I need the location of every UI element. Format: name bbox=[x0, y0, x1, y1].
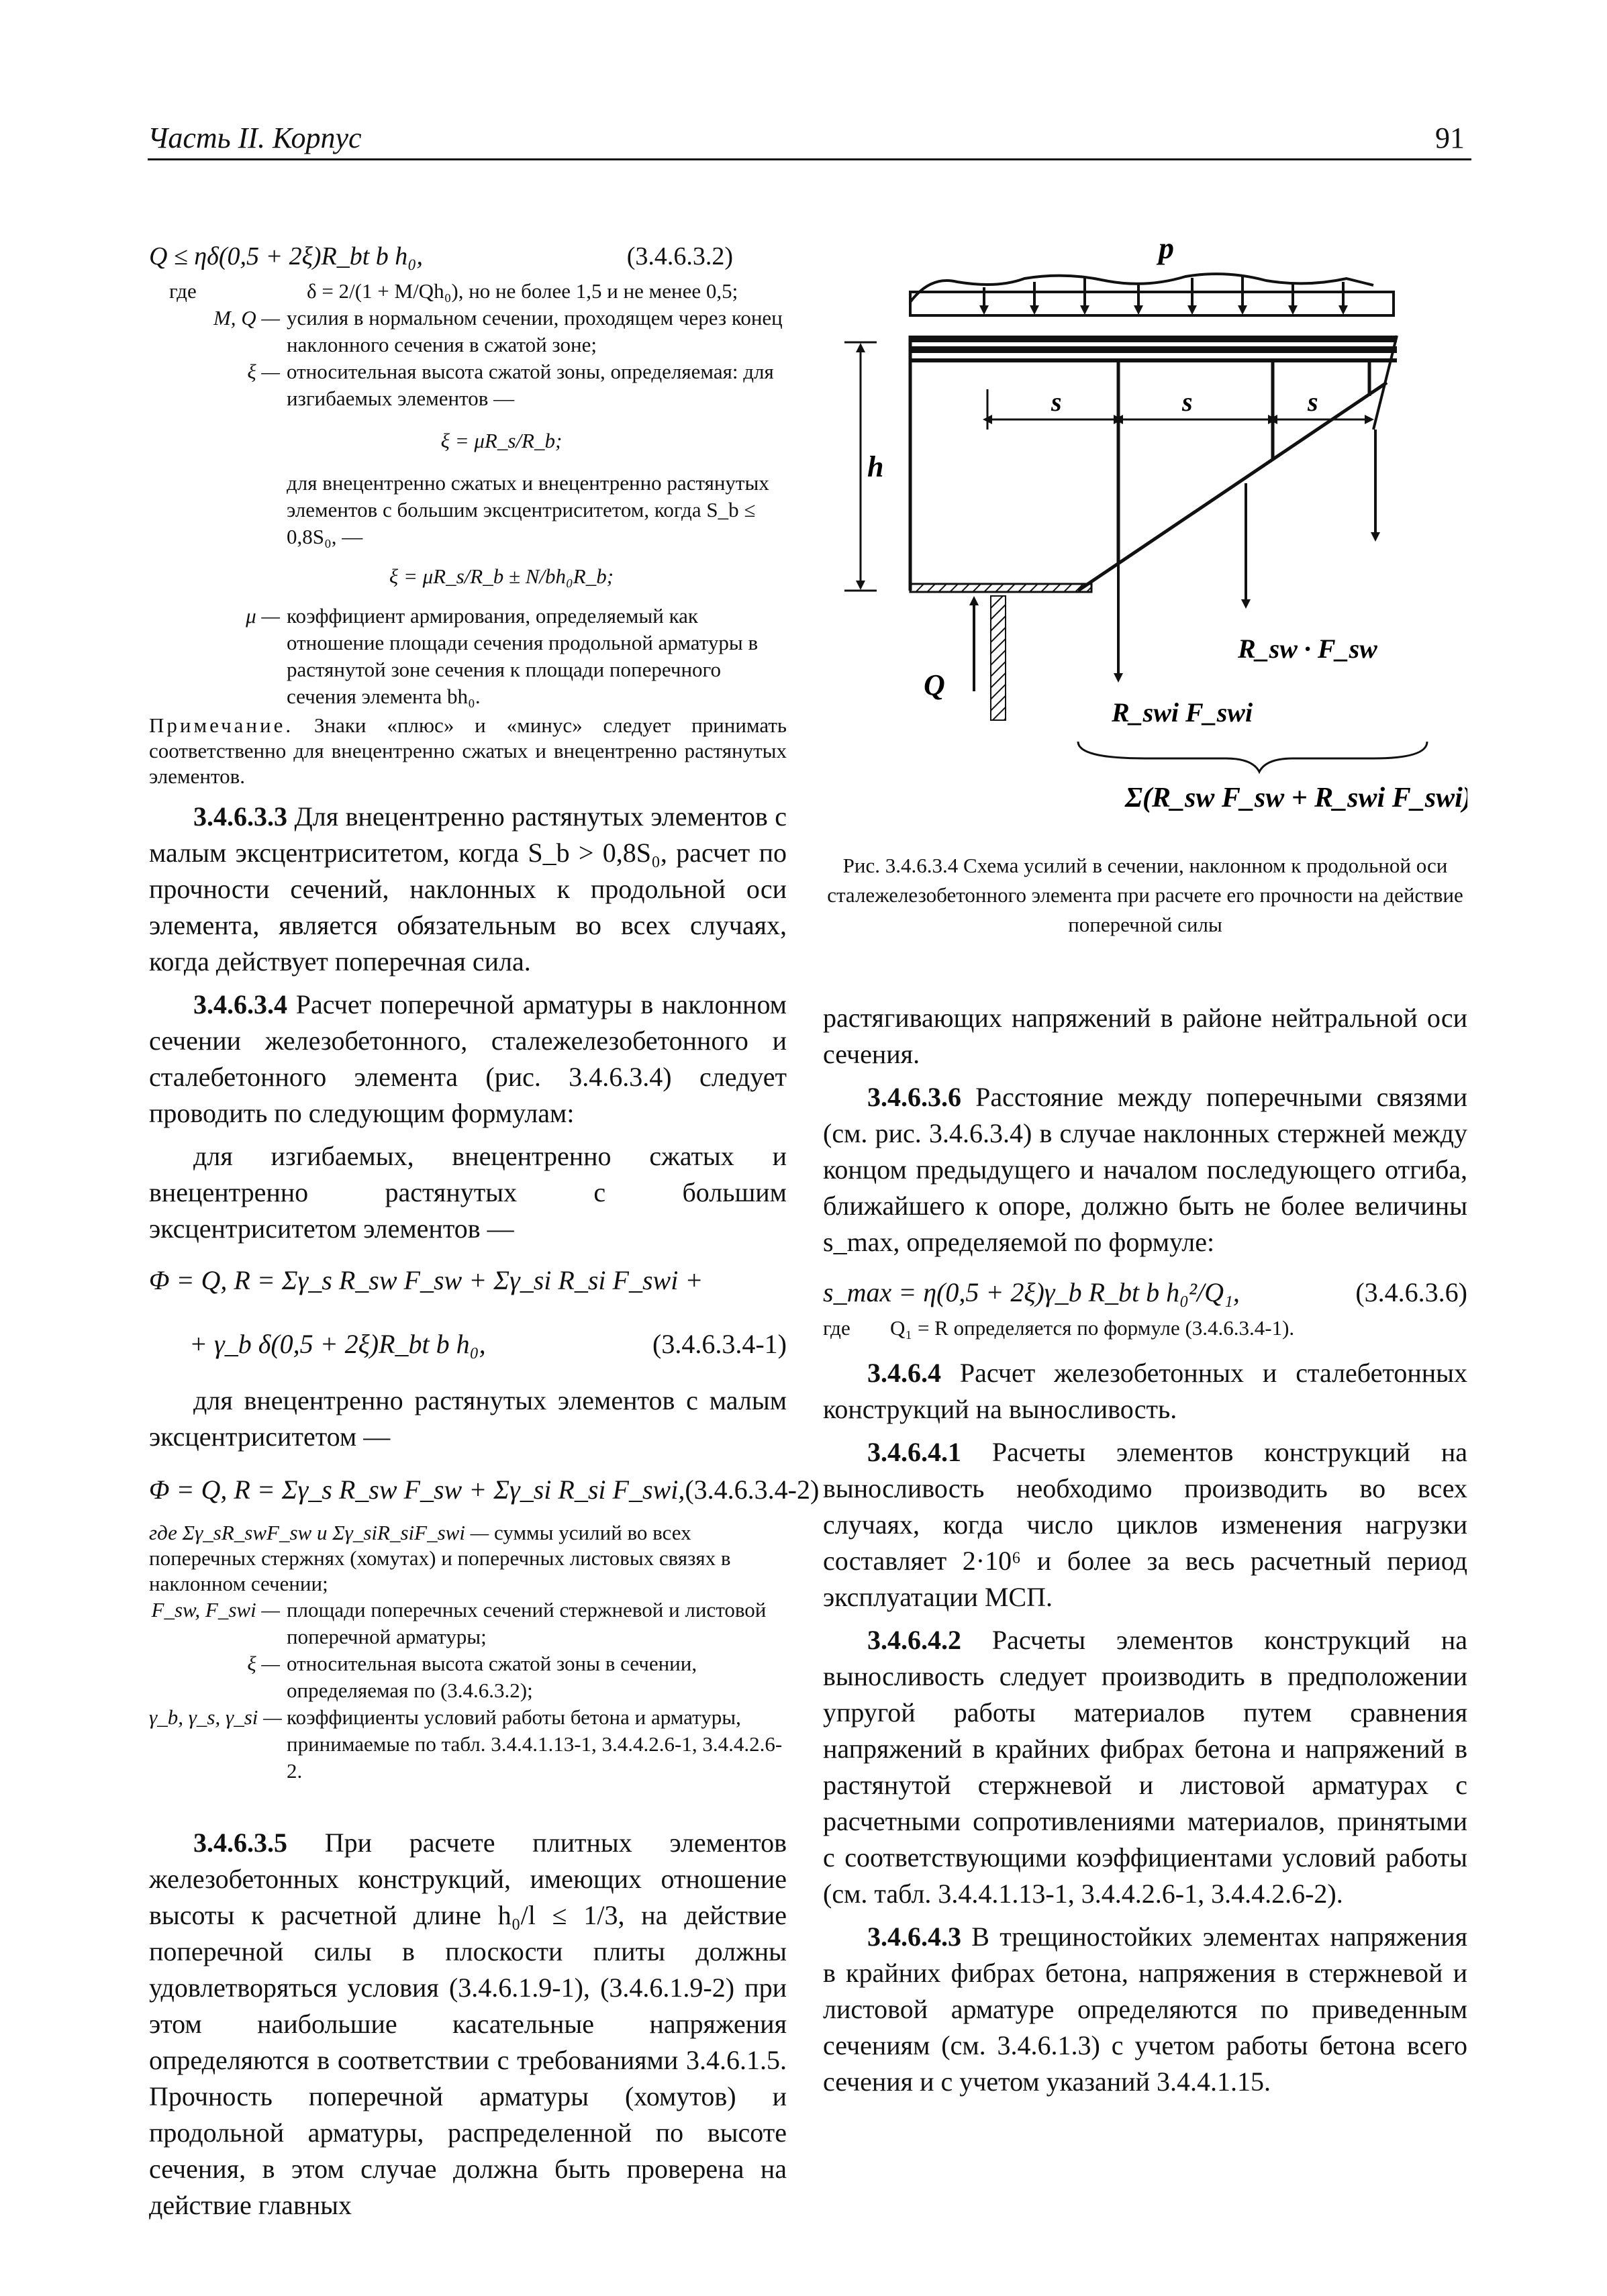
note-text: Знаки «плюс» и «минус» следует принимать соответственно для внецентренно сжатых и внецентренно растянутых элементов. bbox=[149, 713, 787, 788]
equation-formula: s_max = η(0,5 + 2ξ)γ_b R_bt b h₀²/Q₁, bbox=[823, 1277, 1240, 1307]
label-h: h bbox=[867, 450, 884, 483]
paragraph-text: Расчеты элементов конструкций на выносливость необходимо производить во всех случаях, когда число циклов изменения нагрузки составляет 2·10⁶ и более за весь расчетный период эксплуатации МСП. bbox=[823, 1437, 1468, 1612]
equation-formula: Q ≤ ηδ(0,5 + 2ξ)R_bt b h₀, bbox=[149, 242, 424, 270]
figure-caption: Рис. 3.4.6.3.4 Схема усилий в сечении, наклонном к продольной оси сталежелезобетонного элемента при расчете его прочности на действие поперечной силы bbox=[827, 854, 1463, 936]
equation-number: (3.4.6.3.4-2) bbox=[685, 1475, 820, 1505]
definition-term: μ — bbox=[246, 604, 280, 628]
paragraph-3-4-6-4-1 bbox=[823, 1434, 1467, 1615]
label-rswi-fswi: R_swi F_swi bbox=[1112, 697, 1253, 728]
figure-diagram bbox=[823, 228, 1467, 846]
equation-formula: + γ_b δ(0,5 + 2ξ)R_bt b h₀, bbox=[189, 1329, 486, 1359]
definition-desc: относительная высота сжатой зоны в сечении, определяемая по (3.4.6.3.2); bbox=[287, 1652, 697, 1702]
paragraph-3-4-6-3-4 bbox=[149, 987, 787, 1132]
definition-desc: δ = 2/(1 + M/Qh₀), но не более 1,5 и не менее 0,5; bbox=[307, 279, 738, 303]
page-number: 91 bbox=[1435, 121, 1465, 154]
definition-desc: площади поперечных сечений стержневой и листовой поперечной арматуры; bbox=[287, 1598, 767, 1648]
definition-desc: коэффициенты условий работы бетона и арматуры, принимаемые по табл. 3.4.4.1.13-1, 3.4.4.2.6-1, 3.4.4.2.6-2. bbox=[287, 1705, 783, 1783]
definition-sums bbox=[149, 1520, 787, 1597]
equation-3-4-6-3-2 bbox=[149, 242, 787, 271]
left-column bbox=[149, 242, 820, 2224]
definition-gamma bbox=[149, 1704, 787, 1785]
equation-number: (3.4.6.3.2) bbox=[626, 242, 733, 270]
definition-term: ξ — bbox=[247, 1652, 280, 1675]
header-rule bbox=[148, 158, 1471, 160]
definition-mu bbox=[149, 603, 787, 710]
equation-3-4-6-3-4-1-line1 bbox=[149, 1264, 787, 1296]
note bbox=[149, 713, 787, 789]
definition-desc: суммы усилий во всех поперечных стержнях (хомутах) и поперечных листовых связях в наклонном сечении; bbox=[149, 1521, 731, 1595]
section-number: 3.4.6.3.6 bbox=[867, 1082, 961, 1112]
bottom-flange bbox=[910, 584, 1091, 592]
label-s-3: s bbox=[1308, 387, 1318, 417]
paragraph-text: Расстояние между поперечными связями (см. рис. 3.4.6.3.4) в случае наклонных стержней между концом предыдущего и началом последующего отгиба, ближайшего к опоре, должно быть не более величины s_max, определяемой по формуле: bbox=[823, 1082, 1468, 1257]
definition-term: где Σγ_sR_swF_sw и Σγ_siR_siF_swi — bbox=[149, 1521, 489, 1544]
xi-formula-bending: ξ = μR_s/R_b; bbox=[440, 429, 563, 452]
paragraph-3-4-6-4 bbox=[823, 1355, 1467, 1428]
definition-desc: Q₁ = R определяется по формуле (3.4.6.3.4-1). bbox=[890, 1316, 1295, 1340]
paragraph-text: Расчет железобетонных и сталебетонных конструкций на выносливость. bbox=[823, 1358, 1467, 1424]
equation-3-4-6-3-6 bbox=[823, 1277, 1467, 1308]
figure-3-4-6-3-4 bbox=[823, 228, 1467, 846]
paragraph-3-4-6-3-3 bbox=[149, 799, 787, 980]
paragraph-text: При расчете плитных элементов железобетонных конструкций, имеющих отношение высоты к расчетной длине h₀/l ≤ 1/3, на действие поперечной силы в плоскости плиты должны удовлетворяться условия (3.4.6.1.9-1), (3.4.6.1.9-2) при этом наибольшие касательные напряжения определяются в соответствии с требованиями 3.4.6.1.5. Прочность поперечной арматуры (хомутов) и продольной арматуры, распределенной по высоте сечения, в этом случае должна быть проверена на действие главных bbox=[149, 1828, 787, 2220]
section-number: 3.4.6.4.3 bbox=[867, 1921, 961, 1952]
top-flange-1 bbox=[910, 336, 1397, 342]
paragraph-bending: для изгибаемых, внецентренно сжатых и внецентренно растянутых с большим эксцентриситетом элементов — bbox=[149, 1141, 787, 1244]
equation-formula: Φ = Q, R = Σγ_s R_sw F_sw + Σγ_si R_si F_swi, bbox=[149, 1475, 685, 1505]
definition-desc: относительная высота сжатой зоны, определяемая: для изгибаемых элементов — bbox=[287, 360, 774, 410]
equation-3-4-6-3-4-1-line2 bbox=[149, 1328, 787, 1360]
load-curve bbox=[910, 274, 1373, 302]
definitions-block-1 bbox=[149, 278, 787, 789]
note-label: Примечание. bbox=[149, 713, 294, 737]
label-q: Q bbox=[924, 668, 945, 701]
section-number: 3.4.6.3.5 bbox=[193, 1828, 287, 1858]
paragraph-text: В трещиностойких элементах напряжения в крайних фибрах бетона, напряжения в стержневой и листовой арматуре определяются по приведенным сечениям (см. 3.4.6.1.3) с учетом работы бетона всего сечения и с учетом указаний 3.4.4.1.15. bbox=[823, 1921, 1467, 2097]
label-rsw-fsw: R_sw · F_sw bbox=[1238, 634, 1377, 664]
paragraph-continuation: растягивающих напряжений в районе нейтральной оси сечения. bbox=[823, 1003, 1467, 1069]
section-number: 3.4.6.4.2 bbox=[867, 1625, 961, 1655]
label-sum: Σ(R_sw F_sw + R_swi F_swi) bbox=[1125, 783, 1467, 813]
definition-delta bbox=[149, 278, 787, 305]
equation-3-4-6-3-4-2 bbox=[149, 1474, 820, 1505]
definition-term: γ_b, γ_s, γ_si — bbox=[149, 1705, 282, 1729]
label-s-2: s bbox=[1182, 387, 1193, 417]
paragraph-text: Расчеты элементов конструкций на выносливость следует производить в предположении упругой работы материалов путем сравнения напряжений в крайних фибрах бетона и напряжений в растянутой стержневой и листовой арматурах с расчетными сопротивлениями материалов, принятыми с соответствующими коэффициентами условий работы (см. табл. 3.4.4.1.13-1, 3.4.4.2.6-1, 3.4.4.2.6-2). bbox=[823, 1625, 1468, 1909]
definition-term: ξ — bbox=[247, 360, 280, 383]
section-number: 3.4.6.3.3 bbox=[193, 801, 287, 832]
definition-xi bbox=[149, 358, 787, 412]
stirrups bbox=[1118, 362, 1369, 564]
paragraph-text: Расчет поперечной арматуры в наклонном сечении железобетонного, сталежелезобетонного и сталебетонного элемента (рис. 3.4.6.3.4) следует проводить по следующим формулам: bbox=[149, 989, 787, 1128]
running-header-title: Часть II. Корпус bbox=[148, 121, 362, 154]
definition-desc: коэффициент армирования, определяемый как отношение площади сечения продольной арматуры в растянутой зоне сечения к площади поперечного сечения элемента bh₀. bbox=[287, 604, 759, 708]
definition-mq bbox=[149, 305, 787, 358]
right-column bbox=[823, 1000, 1467, 2100]
section-number: 3.4.6.4.1 bbox=[867, 1437, 961, 1467]
section-number: 3.4.6.4 bbox=[867, 1358, 941, 1388]
equation-number: (3.4.6.3.6) bbox=[1355, 1277, 1467, 1307]
paragraph-small-eccentricity: для внецентренно растянутых элементов с малым эксцентриситетом — bbox=[149, 1385, 787, 1452]
where-label: где bbox=[169, 279, 197, 303]
paragraph-text: Для внецентренно растянутых элементов с малым эксцентриситетом, когда S_b > 0,8S₀, расчет по прочности сечений, наклонных к продольной оси элемента, является обязательным во всех случаях, когда действует поперечная сила. bbox=[149, 801, 787, 977]
top-flange-3 bbox=[910, 358, 1397, 362]
definition-term: F_sw, F_swi — bbox=[151, 1598, 280, 1621]
paragraph-3-4-6-3-6 bbox=[823, 1079, 1467, 1260]
eccentric-text: для внецентренно сжатых и внецентренно растянутых элементов с большим эксцентриситетом, когда S_b ≤ 0,8S₀, — bbox=[287, 471, 769, 548]
paragraph-3-4-6-4-2 bbox=[823, 1622, 1467, 1912]
xi-formula-eccentric: ξ = μR_s/R_b ± N/bh₀R_b; bbox=[389, 564, 614, 588]
section-number: 3.4.6.3.4 bbox=[193, 989, 287, 1019]
definition-q1 bbox=[823, 1315, 1467, 1342]
sum-brace bbox=[1078, 742, 1427, 772]
top-flange-2 bbox=[910, 346, 1397, 353]
label-s-1: s bbox=[1051, 387, 1062, 417]
definition-desc: усилия в нормальном сечении, проходящем через конец наклонного сечения в сжатой зоне; bbox=[287, 306, 783, 356]
definition-fsw bbox=[149, 1597, 787, 1650]
support-hatch bbox=[991, 596, 1006, 720]
equation-formula: Φ = Q, R = Σγ_s R_sw F_sw + Σγ_si R_si F_swi + bbox=[149, 1265, 703, 1295]
label-p: p bbox=[1159, 231, 1174, 265]
definition-term: M, Q — bbox=[213, 306, 280, 330]
equation-number: (3.4.6.3.4-1) bbox=[652, 1329, 787, 1359]
paragraph-3-4-6-4-3 bbox=[823, 1919, 1467, 2100]
paragraph-3-4-6-3-5 bbox=[149, 1825, 787, 2224]
where-label: где bbox=[823, 1316, 850, 1340]
definitions-block-2 bbox=[149, 1520, 787, 1785]
definition-xi-2 bbox=[149, 1650, 787, 1704]
inclined-crack bbox=[1078, 383, 1387, 591]
